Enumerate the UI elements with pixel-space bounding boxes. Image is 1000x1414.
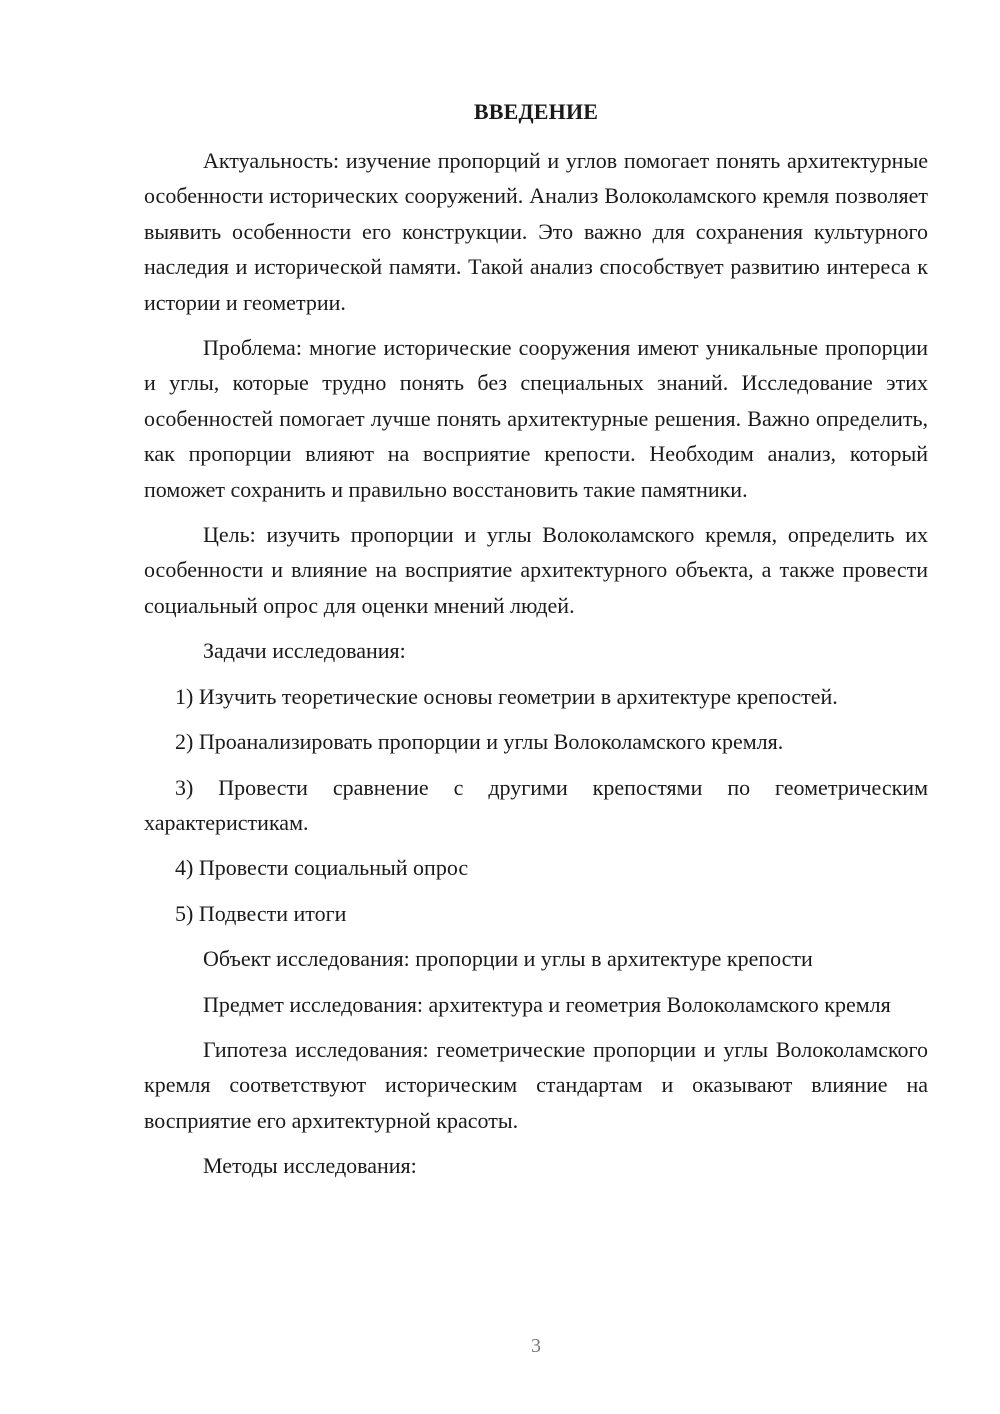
paragraph-goal: Цель: изучить пропорции и углы Волоколамского кремля, определить их особенности и влияние на восприятие архитектурного объекта, а также провести социальный опрос для оценки мнений людей. — [144, 522, 928, 618]
document-body — [144, 143, 928, 1194]
paragraph-relevance: Актуальность: изучение пропорций и углов помогает понять архитектурные особенности исторических сооружений. Анализ Волоколамского кремля позволяет выявить особенности его конструкции. Это важно для сохранения культурного наследия и исторической памяти. Такой анализ способствует развитию интереса к истории и геометрии. — [144, 148, 928, 315]
task-item-5: 5) Подвести итоги — [175, 900, 347, 926]
paragraph-subject: Предмет исследования: архитектура и геометрия Волоколамского кремля — [203, 991, 891, 1017]
page-title: ВВЕДЕНИЕ — [473, 99, 599, 124]
paragraph-methods: Методы исследования: — [203, 1153, 417, 1179]
task-item-3: 3) Провести сравнение с другими крепостями по геометрическим характеристикам. — [144, 774, 928, 835]
task-item-2: 2) Проанализировать пропорции и углы Волоколамского кремля. — [175, 729, 784, 755]
paragraph-object: Объект исследования: пропорции и углы в архитектуре крепости — [203, 946, 813, 972]
paragraph-problem: Проблема: многие исторические сооружения имеют уникальные пропорции и углы, которые трудно понять без специальных знаний. Исследование этих особенностей помогает лучше понять архитектурные решения. Важно определить, как пропорции влияют на восприятие крепости. Необходим анализ, который поможет сохранить и правильно восстановить такие памятники. — [144, 335, 928, 502]
task-item-1: 1) Изучить теоретические основы геометрии в архитектуре крепостей. — [175, 683, 838, 709]
page-number: 3 — [531, 1335, 541, 1357]
tasks-heading: Задачи исследования: — [203, 638, 406, 664]
paragraph-hypothesis: Гипотеза исследования: геометрические пропорции и углы Волоколамского кремля соответствуют историческим стандартам и оказывают влияние на восприятие его архитектурной красоты. — [144, 1036, 928, 1133]
task-item-4: 4) Провести социальный опрос — [175, 855, 469, 881]
